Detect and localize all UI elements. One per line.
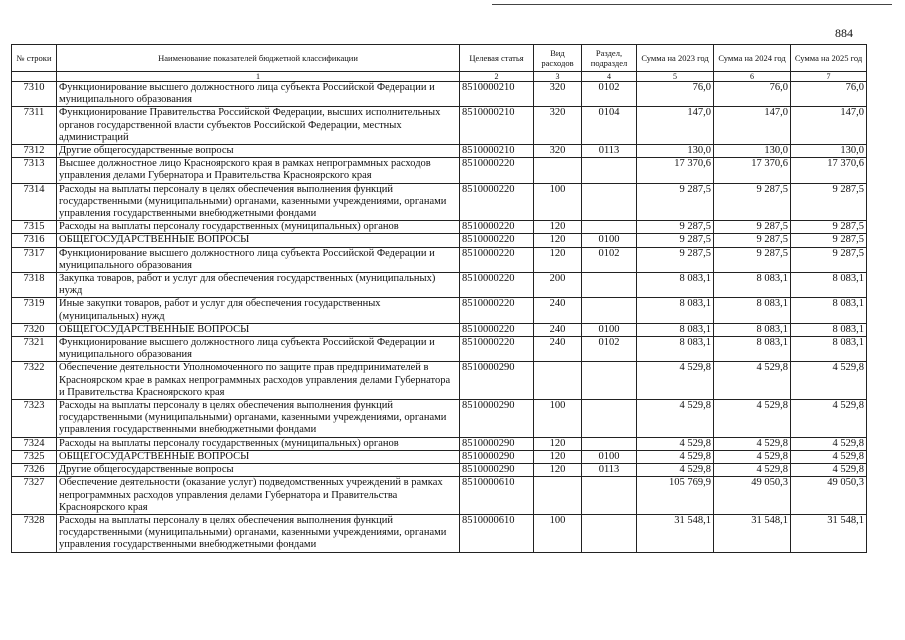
target-code-cell: 8510000220 <box>460 221 534 234</box>
row-name-cell: Обеспечение деятельности Уполномоченного по защите прав предпринимателей в Красноярском крае в рамках непрограммных расходов управления делами Губернатора и Правительства Красноярского края <box>57 362 460 400</box>
sum-2024-cell: 49 050,3 <box>714 477 791 515</box>
column-number: 6 <box>714 72 791 82</box>
sum-2025-cell: 9 287,5 <box>791 234 867 247</box>
expense-type-cell: 240 <box>534 323 582 336</box>
target-code-cell: 8510000610 <box>460 477 534 515</box>
row-number-cell: 7310 <box>12 82 57 107</box>
sum-2024-cell: 8 083,1 <box>714 298 791 323</box>
expense-type-cell: 320 <box>534 82 582 107</box>
header-sum-2025: Сумма на 2025 год <box>791 45 867 72</box>
table-row <box>12 107 867 145</box>
sum-2025-cell: 4 529,8 <box>791 400 867 438</box>
row-name-cell: Расходы на выплаты персоналу в целях обеспечения выполнения функций государственными (муниципальными) органами, казенными учреждениями, органами управления государственными внебюджетными фондами <box>57 183 460 221</box>
sum-2023-cell: 4 529,8 <box>637 450 714 463</box>
target-code-cell: 8510000220 <box>460 158 534 183</box>
sum-2024-cell: 8 083,1 <box>714 337 791 362</box>
section-cell <box>582 183 637 221</box>
section-cell <box>582 298 637 323</box>
expense-type-cell: 120 <box>534 450 582 463</box>
section-cell: 0100 <box>582 450 637 463</box>
target-code-cell: 8510000220 <box>460 323 534 336</box>
table-row <box>12 234 867 247</box>
sum-2024-cell: 9 287,5 <box>714 234 791 247</box>
expense-type-cell: 120 <box>534 464 582 477</box>
section-cell: 0100 <box>582 234 637 247</box>
row-number-cell: 7320 <box>12 323 57 336</box>
section-cell: 0102 <box>582 337 637 362</box>
target-code-cell: 8510000290 <box>460 464 534 477</box>
row-name-cell: Функционирование высшего должностного лица субъекта Российской Федерации и муниципального образования <box>57 247 460 272</box>
target-code-cell: 8510000290 <box>460 450 534 463</box>
row-number-cell: 7312 <box>12 145 57 158</box>
column-number: 5 <box>637 72 714 82</box>
row-number-cell: 7319 <box>12 298 57 323</box>
section-cell: 0102 <box>582 82 637 107</box>
sum-2024-cell: 8 083,1 <box>714 273 791 298</box>
row-name-cell: Расходы на выплаты персоналу государственных (муниципальных) органов <box>57 437 460 450</box>
table-row <box>12 400 867 438</box>
section-cell: 0100 <box>582 323 637 336</box>
header-name: Наименование показателей бюджетной классификации <box>57 45 460 72</box>
table-row <box>12 221 867 234</box>
row-number-cell: 7322 <box>12 362 57 400</box>
row-name-cell: Функционирование высшего должностного лица субъекта Российской Федерации и муниципального образования <box>57 82 460 107</box>
sum-2024-cell: 4 529,8 <box>714 400 791 438</box>
sum-2025-cell: 31 548,1 <box>791 514 867 552</box>
section-cell: 0102 <box>582 247 637 272</box>
target-code-cell: 8510000220 <box>460 337 534 362</box>
sum-2024-cell: 4 529,8 <box>714 437 791 450</box>
expense-type-cell <box>534 158 582 183</box>
target-code-cell: 8510000290 <box>460 437 534 450</box>
row-name-cell: Расходы на выплаты персоналу в целях обеспечения выполнения функций государственными (муниципальными) органами, казенными учреждениями, органами управления государственными внебюджетными фондами <box>57 514 460 552</box>
row-number-cell: 7317 <box>12 247 57 272</box>
expense-type-cell: 120 <box>534 234 582 247</box>
row-name-cell: Иные закупки товаров, работ и услуг для обеспечения государственных (муниципальных) нужд <box>57 298 460 323</box>
header-sum-2023: Сумма на 2023 год <box>637 45 714 72</box>
sum-2025-cell: 4 529,8 <box>791 450 867 463</box>
row-name-cell: Расходы на выплаты персоналу в целях обеспечения выполнения функций государственными (муниципальными) органами, казенными учреждениями, органами управления государственными внебюджетными фондами <box>57 400 460 438</box>
row-number-cell: 7323 <box>12 400 57 438</box>
expense-type-cell <box>534 477 582 515</box>
column-number: 2 <box>460 72 534 82</box>
row-name-cell: ОБЩЕГОСУДАРСТВЕННЫЕ ВОПРОСЫ <box>57 450 460 463</box>
row-name-cell: Обеспечение деятельности (оказание услуг) подведомственных учреждений в рамках непрограммных расходов управления делами Губернатора и Правительства Красноярского края <box>57 477 460 515</box>
sum-2025-cell: 9 287,5 <box>791 183 867 221</box>
row-number-cell: 7326 <box>12 464 57 477</box>
sum-2023-cell: 8 083,1 <box>637 273 714 298</box>
row-name-cell: Другие общегосударственные вопросы <box>57 145 460 158</box>
row-name-cell: Функционирование Правительства Российской Федерации, высших исполнительных органов государственной власти субъектов Российской Федерации, местных администраций <box>57 107 460 145</box>
table-row <box>12 450 867 463</box>
expense-type-cell: 100 <box>534 400 582 438</box>
table-row <box>12 158 867 183</box>
expense-type-cell: 240 <box>534 337 582 362</box>
sum-2024-cell: 9 287,5 <box>714 221 791 234</box>
sum-2025-cell: 4 529,8 <box>791 464 867 477</box>
target-code-cell: 8510000210 <box>460 107 534 145</box>
expense-type-cell: 120 <box>534 437 582 450</box>
sum-2025-cell: 147,0 <box>791 107 867 145</box>
section-cell <box>582 514 637 552</box>
expense-type-cell: 320 <box>534 107 582 145</box>
target-code-cell: 8510000290 <box>460 400 534 438</box>
target-code-cell: 8510000220 <box>460 234 534 247</box>
table-row <box>12 247 867 272</box>
sum-2025-cell: 76,0 <box>791 82 867 107</box>
expense-type-cell: 120 <box>534 247 582 272</box>
sum-2023-cell: 31 548,1 <box>637 514 714 552</box>
expense-type-cell: 200 <box>534 273 582 298</box>
row-number-cell: 7321 <box>12 337 57 362</box>
sum-2023-cell: 4 529,8 <box>637 464 714 477</box>
table-row <box>12 477 867 515</box>
row-number-cell: 7313 <box>12 158 57 183</box>
target-code-cell: 8510000220 <box>460 298 534 323</box>
row-name-cell: Расходы на выплаты персоналу государственных (муниципальных) органов <box>57 221 460 234</box>
row-number-cell: 7328 <box>12 514 57 552</box>
sum-2023-cell: 147,0 <box>637 107 714 145</box>
sum-2024-cell: 17 370,6 <box>714 158 791 183</box>
sum-2024-cell: 4 529,8 <box>714 464 791 477</box>
expense-type-cell: 120 <box>534 221 582 234</box>
sum-2023-cell: 105 769,9 <box>637 477 714 515</box>
table-row <box>12 298 867 323</box>
row-name-cell: Высшее должностное лицо Красноярского края в рамках непрограммных расходов управления делами Губернатора и Правительства Красноярского края <box>57 158 460 183</box>
expense-type-cell: 100 <box>534 183 582 221</box>
target-code-cell: 8510000220 <box>460 273 534 298</box>
header-row <box>12 45 867 72</box>
section-cell: 0104 <box>582 107 637 145</box>
section-cell: 0113 <box>582 145 637 158</box>
expense-type-cell <box>534 362 582 400</box>
section-cell: 0113 <box>582 464 637 477</box>
section-cell <box>582 362 637 400</box>
row-number-cell: 7318 <box>12 273 57 298</box>
sum-2023-cell: 9 287,5 <box>637 183 714 221</box>
header-target: Целевая статья <box>460 45 534 72</box>
sum-2025-cell: 4 529,8 <box>791 362 867 400</box>
sum-2025-cell: 9 287,5 <box>791 247 867 272</box>
sum-2025-cell: 17 370,6 <box>791 158 867 183</box>
column-number-row <box>12 72 867 82</box>
table-row <box>12 273 867 298</box>
target-code-cell: 8510000290 <box>460 362 534 400</box>
row-number-cell: 7327 <box>12 477 57 515</box>
sum-2024-cell: 4 529,8 <box>714 362 791 400</box>
target-code-cell: 8510000610 <box>460 514 534 552</box>
sum-2024-cell: 76,0 <box>714 82 791 107</box>
sum-2023-cell: 8 083,1 <box>637 323 714 336</box>
sum-2024-cell: 8 083,1 <box>714 323 791 336</box>
sum-2025-cell: 8 083,1 <box>791 273 867 298</box>
sum-2023-cell: 8 083,1 <box>637 298 714 323</box>
column-number: 4 <box>582 72 637 82</box>
sum-2025-cell: 8 083,1 <box>791 323 867 336</box>
section-cell <box>582 437 637 450</box>
table-row <box>12 337 867 362</box>
sum-2024-cell: 31 548,1 <box>714 514 791 552</box>
sum-2023-cell: 9 287,5 <box>637 247 714 272</box>
table-row <box>12 82 867 107</box>
table-row <box>12 514 867 552</box>
section-cell <box>582 477 637 515</box>
sum-2025-cell: 130,0 <box>791 145 867 158</box>
expense-type-cell: 320 <box>534 145 582 158</box>
row-name-cell: Закупка товаров, работ и услуг для обеспечения государственных (муниципальных) нужд <box>57 273 460 298</box>
target-code-cell: 8510000220 <box>460 183 534 221</box>
sum-2025-cell: 49 050,3 <box>791 477 867 515</box>
expense-type-cell: 240 <box>534 298 582 323</box>
sum-2023-cell: 9 287,5 <box>637 234 714 247</box>
target-code-cell: 8510000210 <box>460 82 534 107</box>
table-row <box>12 145 867 158</box>
sum-2023-cell: 76,0 <box>637 82 714 107</box>
sum-2023-cell: 130,0 <box>637 145 714 158</box>
header-section: Раздел, подраздел <box>582 45 637 72</box>
table-row <box>12 437 867 450</box>
row-number-cell: 7311 <box>12 107 57 145</box>
sum-2024-cell: 9 287,5 <box>714 183 791 221</box>
sum-2025-cell: 8 083,1 <box>791 337 867 362</box>
section-cell <box>582 158 637 183</box>
sum-2023-cell: 4 529,8 <box>637 400 714 438</box>
top-rule <box>492 4 892 5</box>
row-name-cell: ОБЩЕГОСУДАРСТВЕННЫЕ ВОПРОСЫ <box>57 234 460 247</box>
header-sum-2024: Сумма на 2024 год <box>714 45 791 72</box>
column-number: 1 <box>57 72 460 82</box>
row-name-cell: ОБЩЕГОСУДАРСТВЕННЫЕ ВОПРОСЫ <box>57 323 460 336</box>
sum-2023-cell: 8 083,1 <box>637 337 714 362</box>
sum-2024-cell: 147,0 <box>714 107 791 145</box>
table-row <box>12 362 867 400</box>
sum-2023-cell: 9 287,5 <box>637 221 714 234</box>
column-number: 7 <box>791 72 867 82</box>
row-number-cell: 7325 <box>12 450 57 463</box>
sum-2023-cell: 17 370,6 <box>637 158 714 183</box>
table-body <box>12 82 867 553</box>
sum-2025-cell: 9 287,5 <box>791 221 867 234</box>
header-row-no: № строки <box>12 45 57 72</box>
column-number <box>12 72 57 82</box>
row-name-cell: Функционирование высшего должностного лица субъекта Российской Федерации и муниципального образования <box>57 337 460 362</box>
expense-type-cell: 100 <box>534 514 582 552</box>
table-row <box>12 183 867 221</box>
row-name-cell: Другие общегосударственные вопросы <box>57 464 460 477</box>
sum-2024-cell: 9 287,5 <box>714 247 791 272</box>
sum-2023-cell: 4 529,8 <box>637 437 714 450</box>
row-number-cell: 7316 <box>12 234 57 247</box>
sum-2024-cell: 4 529,8 <box>714 450 791 463</box>
sum-2024-cell: 130,0 <box>714 145 791 158</box>
sum-2023-cell: 4 529,8 <box>637 362 714 400</box>
table-row <box>12 464 867 477</box>
table-row <box>12 323 867 336</box>
column-number: 3 <box>534 72 582 82</box>
row-number-cell: 7315 <box>12 221 57 234</box>
sum-2025-cell: 4 529,8 <box>791 437 867 450</box>
page-number: 884 <box>835 26 853 40</box>
row-number-cell: 7314 <box>12 183 57 221</box>
section-cell <box>582 273 637 298</box>
target-code-cell: 8510000220 <box>460 247 534 272</box>
section-cell <box>582 221 637 234</box>
section-cell <box>582 400 637 438</box>
target-code-cell: 8510000210 <box>460 145 534 158</box>
budget-table <box>11 44 867 553</box>
row-number-cell: 7324 <box>12 437 57 450</box>
header-expense-type: Вид расходов <box>534 45 582 72</box>
sum-2025-cell: 8 083,1 <box>791 298 867 323</box>
